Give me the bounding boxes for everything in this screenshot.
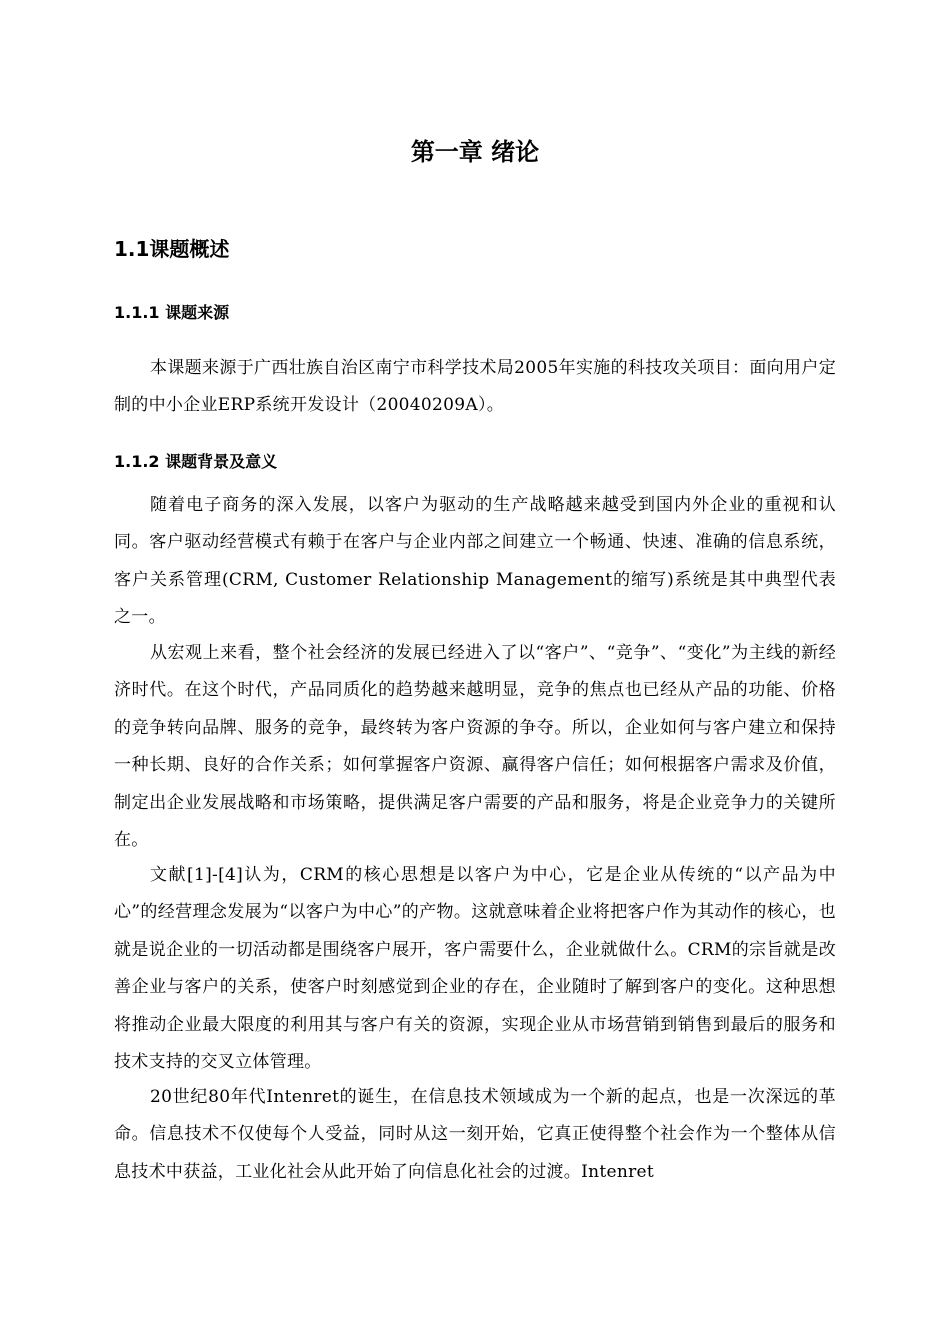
paragraph-background-1: 随着电子商务的深入发展，以客户为驱动的生产战略越来越受到国内外企业的重视和认同。客户驱动经营模式有赖于在客户与企业内部之间建立一个畅通、快速、准确的信息系统，客户关系管理(CRM, Customer Relationship Management的缩写)系统是其中典型代表之一。 bbox=[114, 495, 836, 628]
paragraph-background-4: 20世纪80年代Intenret的诞生，在信息技术领域成为一个新的起点，也是一次深远的革命。信息技术不仅使每个人受益，同时从这一刻开始，它真正使得整个社会作为一个整体从信息技术中获益，工业化社会从此开始了向信息化社会的过渡。Intenret bbox=[114, 1087, 836, 1182]
paragraph-source: 本课题来源于广西壮族自治区南宁市科学技术局2005年实施的科技攻关项目：面向用户定制的中小企业ERP系统开发设计（20040209A）。 bbox=[114, 358, 836, 416]
paragraph-background-3: 文献[1]-[4]认为，CRM的核心思想是以客户为中心，它是企业从传统的“以产品为中心”的经营理念发展为“以客户为中心”的产物。这就意味着企业将把客户作为其动作的核心，也就是说企业的一切活动都是围绕客户展开，客户需要什么，企业就做什么。CRM的宗旨就是改善企业与客户的关系，使客户时刻感觉到企业的存在，企业随时了解到客户的变化。这种思想将推动企业最大限度的利用其与客户有关的资源，实现企业从市场营销到销售到最后的服务和技术支持的交叉立体管理。 bbox=[114, 865, 836, 1073]
section-title: 1.1课题概述 bbox=[114, 237, 230, 261]
subsection-title-source: 1.1.1 课题来源 bbox=[114, 303, 230, 322]
paragraph-background-2: 从宏观上来看，整个社会经济的发展已经进入了以“客户”、“竞争”、“变化”为主线的新经济时代。在这个时代，产品同质化的趋势越来越明显，竞争的焦点也已经从产品的功能、价格的竞争转向品牌、服务的竞争，最终转为客户资源的争夺。所以，企业如何与客户建立和保持一种长期、良好的合作关系；如何掌握客户资源、赢得客户信任；如何根据客户需求及价值，制定出企业发展战略和市场策略，提供满足客户需要的产品和服务，将是企业竞争力的关键所在。 bbox=[114, 643, 836, 851]
subsection-title-background: 1.1.2 课题背景及意义 bbox=[114, 452, 278, 471]
chapter-title: 第一章 绪论 bbox=[410, 138, 540, 166]
